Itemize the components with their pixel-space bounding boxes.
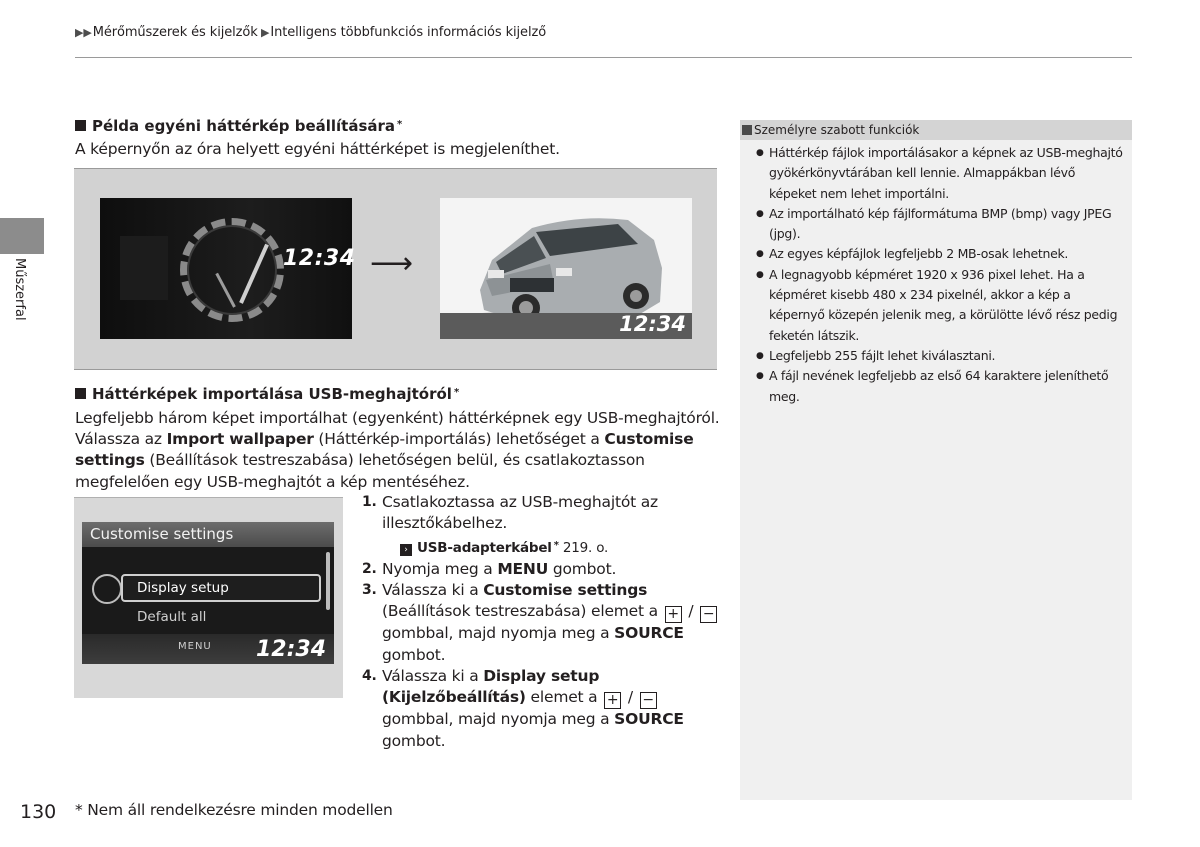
plus-button-icon: + [665,606,682,623]
term-menu: MENU [497,559,549,578]
step-number: 2. [362,560,377,577]
footnote-star: * [453,387,460,398]
screen-shadow [120,236,168,300]
text-run: gombot. [382,731,446,750]
term-display-setup: Display setup (Kijelzőbeállítás) [382,667,600,707]
text-run: Válassza ki a [382,667,484,686]
chapter-tab-label: Műszerfal [12,258,27,321]
text-run: gombbal, majd nyomja meg a [382,624,615,643]
square-bullet-icon [75,388,86,399]
list-item: ● Legfeljebb 255 fájlt lehet kiválasztani. [756,346,1126,366]
analog-clock-icon [180,218,284,322]
text-run: / [623,688,638,707]
breadcrumb [75,25,546,40]
step-1 [362,492,732,535]
step-2 [362,559,732,580]
scrollbar [326,552,330,610]
clock-screen [100,198,356,339]
reference-arrow-icon [742,125,752,135]
term-customise-settings: Customise settings [483,581,648,600]
section1-text: A képernyőn az óra helyett egyéni háttérképet is megjeleníthet. [75,140,560,158]
term-source: SOURCE [614,710,684,729]
text-run: (Beállítások testreszabása) elemet a [382,602,663,621]
breadcrumb-part-2: Intelligens többfunkciós információs kijelző [270,25,547,40]
list-item: ● Az egyes képfájlok legfeljebb 2 MB-osak lehetnek. [756,244,1126,264]
text-run: (Háttérkép-importálás) lehetőséget a [313,430,605,449]
menu-item-display-setup: Display setup [121,574,321,602]
section-heading-usb-import [75,385,459,403]
reference-arrow-icon: › [400,544,412,556]
time-bar [440,313,692,339]
text-run: gombot. [382,645,446,664]
clock-hand-minute [239,244,269,304]
sidebar-title: Személyre szabott funkciók [754,123,920,137]
heading-text: Példa egyéni háttérkép beállítására [92,117,396,135]
customise-settings-screen [82,522,334,664]
reference-page: 219. o. [558,539,609,556]
term-import-wallpaper: Import wallpaper [166,430,314,449]
text-run: (Beállítások testreszabása) lehetőségen belül, és csatlakoztasson megfelelően egy USB-meghajtót a kép mentéséhez. [75,451,645,491]
step-4 [362,666,732,752]
double-triangle-icon: ▶▶ [75,26,92,39]
footnote-star: * [553,539,559,551]
text-run: gombot. [548,559,617,578]
step-3 [362,580,732,666]
term-customise-settings: Customise settings [75,430,694,470]
heading-text: Háttérképek importálása USB-meghajtóról [92,385,452,403]
clock-time: 12:34 [283,246,356,271]
cross-reference [362,535,732,559]
text-run: Legfeljebb három képet importálhat (egyenként) háttérképnek egy USB-meghajtóról. Válassza az [75,409,720,449]
minus-button-icon: − [700,606,717,623]
menu-title: Customise settings [82,522,334,547]
sidebar-bullet-list [756,143,1126,407]
list-item: ● Az importálható kép fájlformátuma BMP (bmp) vagy JPEG (jpg). [756,204,1126,245]
breadcrumb-part-1: Mérőműszerek és kijelzők [92,25,258,40]
list-item: ● A fájl nevének legfeljebb az első 64 karaktere jeleníthető meg. [756,366,1126,407]
minus-button-icon: − [640,692,657,709]
step-number: 3. [362,582,377,599]
section2-paragraph [75,408,725,493]
step-number: 4. [362,668,377,685]
procedure-steps [362,492,732,752]
list-item: ● Háttérkép fájlok importálásakor a képnek az USB-meghajtó gyökérkönyvtárában kell lennie. Almappákban lévő képeket nem lehet importálni. [756,143,1126,204]
header-divider [75,57,1132,58]
car-wallpaper-screen [440,198,692,339]
sidebar-header [740,120,1132,140]
text-run: Válassza ki a [382,581,484,600]
footnote: * Nem áll rendelkezésre minden modellen [75,801,393,819]
footnote-star: * [397,119,403,130]
text-run: Nyomja meg a [382,559,498,578]
menu-button-icon: MENU [178,641,212,652]
text-run: elemet a [525,688,603,707]
wallpaper-example-figure [74,168,717,370]
list-item: ● A legnagyobb képméret 1920 x 936 pixel lehet. Ha a képméret kisebb 480 x 234 pixelnél, akkor a kép a képernyő közepén jelenik meg, a körülötte lévő rész pedig feketén látszik. [756,265,1126,346]
menu-time: 12:34 [255,637,326,662]
clock-hand-hour [215,273,235,308]
menu-item-default-all: Default all [137,609,207,625]
page-number: 130 [20,801,57,823]
sidebar-notes [740,120,1132,800]
term-source: SOURCE [614,624,684,643]
square-bullet-icon [75,120,86,131]
step-text: Csatlakoztassa az USB-meghajtót az illesztőkábelhez. [382,493,658,533]
selector-knob-icon [92,574,122,604]
menu-footer [82,634,334,664]
text-run: gombbal, majd nyomja meg a [382,710,615,729]
right-arrow-icon: ⟶ [370,246,414,281]
reference-title: USB-adapterkábel [417,539,552,556]
section-heading-wallpaper-example [75,117,402,135]
car-screen-time: 12:34 [619,312,686,336]
chapter-tab [0,218,44,254]
text-run: / [683,602,699,621]
step-number: 1. [362,494,377,510]
triangle-icon: ▶ [257,26,270,39]
menu-screen-figure [74,497,343,698]
plus-button-icon: + [604,692,621,709]
